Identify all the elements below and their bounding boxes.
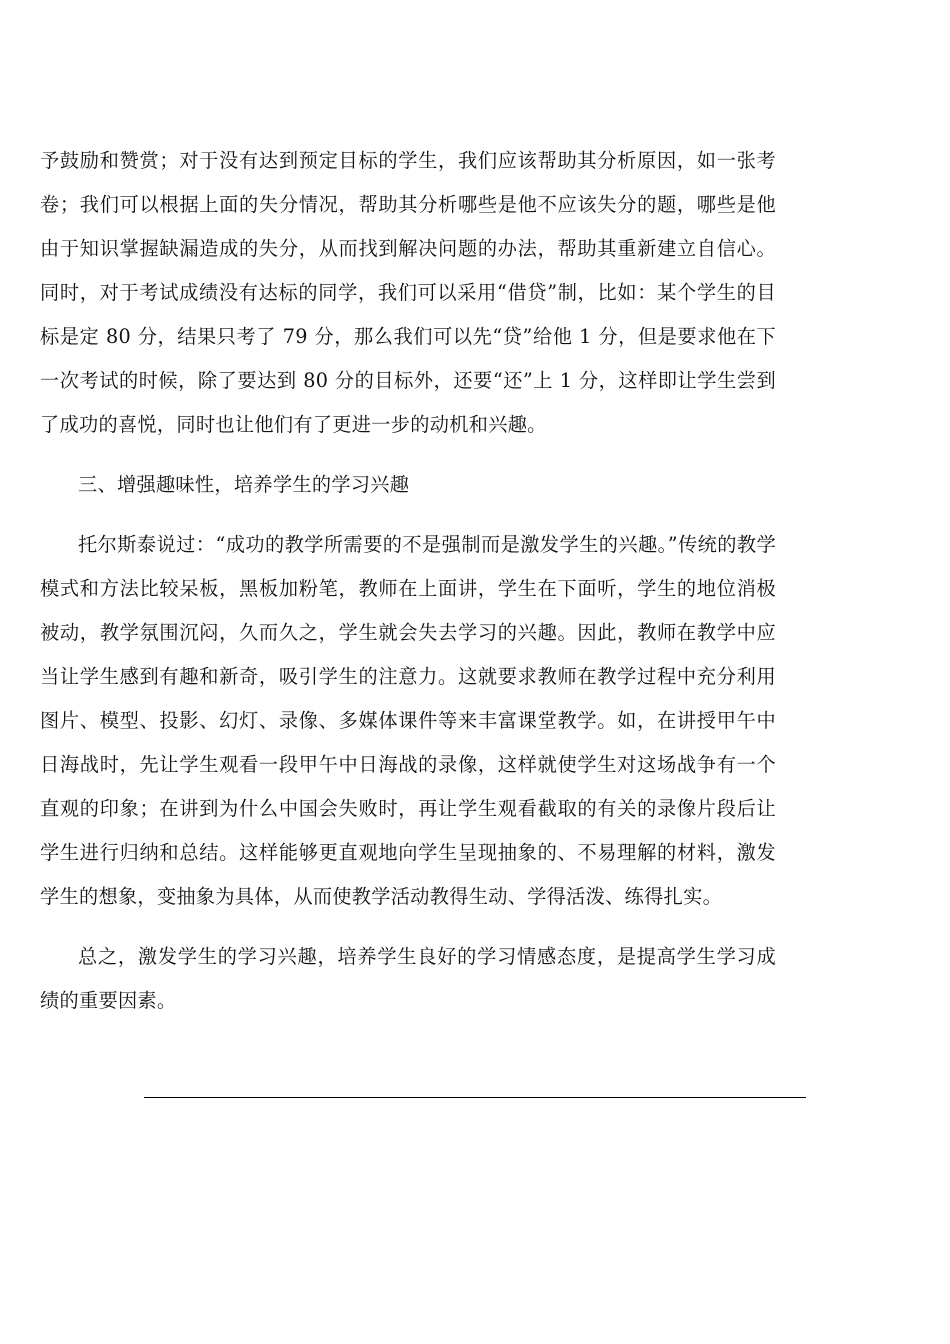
document-body — [40, 139, 776, 1023]
body-paragraph-interest: 托尔斯泰说过：“成功的教学所需要的不是强制而是激发学生的兴趣。”传统的教学模式和方法比较呆板，黑板加粉笔，教师在上面讲，学生在下面听，学生的地位消极被动，教学氛围沉闷，久而久之，学生就会失去学习的兴趣。因此，教师在教学中应当让学生感到有趣和新奇，吸引学生的注意力。这就要求教师在教学过程中充分利用图片、模型、投影、幻灯、录像、多媒体课件等来丰富课堂教学。如，在讲授甲午中日海战时，先让学生观看一段甲午中日海战的录像，这样就使学生对这场战争有一个直观的印象；在讲到为什么中国会失败时，再让学生观看截取的有关的录像片段后让学生进行归纳和总结。这样能够更直观地向学生呈现抽象的、不易理解的材料，激发学生的想象，变抽象为具体，从而使教学活动教得生动、学得活泼、练得扎实。 — [40, 533, 776, 908]
body-paragraph-summary: 总之，激发学生的学习兴趣，培养学生良好的学习情感态度，是提高学生学习成绩的重要因素。 — [40, 945, 776, 1012]
footer-divider — [144, 1097, 806, 1098]
body-paragraph-continuation: 予鼓励和赞赏；对于没有达到预定目标的学生，我们应该帮助其分析原因，如一张考卷；我们可以根据上面的失分情况，帮助其分析哪些是他不应该失分的题，哪些是他由于知识掌握缺漏造成的失分，从而找到解决问题的办法，帮助其重新建立自信心。同时，对于考试成绩没有达标的同学，我们可以采用“借贷”制，比如：某个学生的目标是定 80 分，结果只考了 79 分，那么我们可以先“贷”给他 1 分，但是要求他在下一次考试的时候，除了要达到 80 分的目标外，还要“还”上 1 分，这样即让学生尝到了成功的喜悦，同时也让他们有了更进一步的动机和兴趣。 — [40, 149, 776, 436]
section-heading: 三、增强趣味性，培养学生的学习兴趣 — [78, 473, 410, 496]
